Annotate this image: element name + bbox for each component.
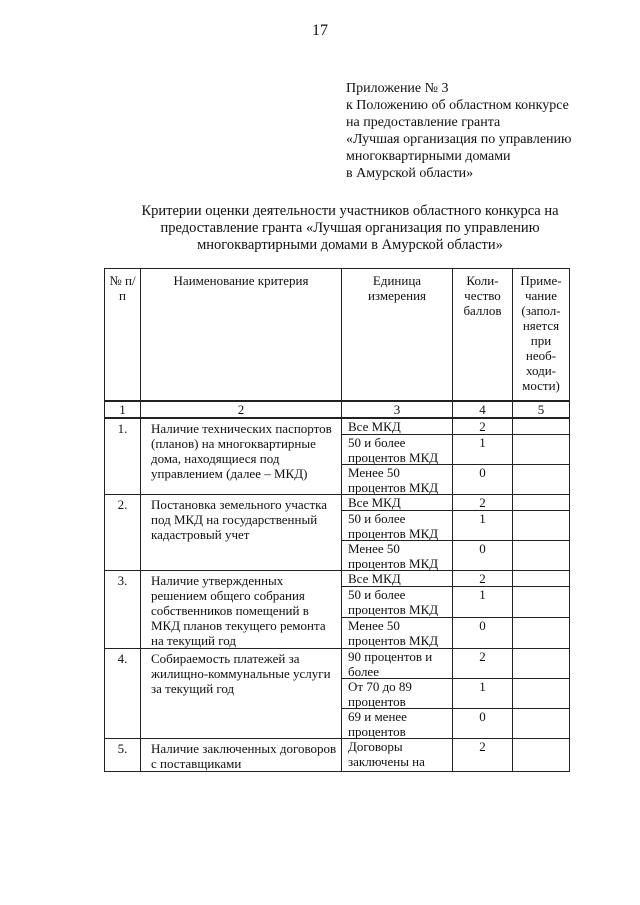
- criterion-number: 2.: [105, 494, 141, 570]
- unit-cell: [342, 434, 453, 464]
- column-number: 5: [513, 401, 570, 418]
- column-number: 2: [141, 401, 342, 418]
- note-cell: [513, 586, 570, 617]
- appendix-line: «Лучшая организация по управлению: [346, 132, 572, 147]
- unit-text: 50 и более процентов МКД: [348, 586, 439, 616]
- unit-text: 50 и более процентов МКД: [348, 510, 439, 540]
- unit-cell: [342, 738, 453, 771]
- appendix-line: на предоставление гранта: [346, 115, 501, 130]
- unit-text: 90 процентов и более: [348, 648, 433, 678]
- document-title: [60, 203, 640, 254]
- unit-text: Все МКД: [348, 494, 401, 510]
- unit-cell: [342, 540, 453, 570]
- score-cell: 1: [453, 510, 513, 540]
- note-cell: [513, 678, 570, 708]
- score-cell: 1: [453, 434, 513, 464]
- score-cell: 1: [453, 586, 513, 617]
- appendix-line: в Амурской области»: [346, 166, 474, 181]
- page-number: 17: [312, 22, 328, 39]
- header-name: Наименование критерия: [141, 269, 342, 401]
- score-cell: 2: [453, 570, 513, 586]
- note-cell: [513, 617, 570, 648]
- unit-text: 50 и более процентов МКД: [348, 434, 439, 464]
- appendix-reference: [346, 80, 636, 182]
- title-line: многоквартирными домами в Амурской области»: [197, 237, 503, 253]
- note-cell: [513, 570, 570, 586]
- criteria-table: [104, 268, 570, 772]
- criterion-name: Наличие утвержденных решением общего собрания собственников помещений в МКД планов текущего ремонта на текущий год: [141, 570, 342, 648]
- criterion-number: 3.: [105, 570, 141, 648]
- column-number-row: [105, 401, 570, 418]
- table-row: [105, 738, 570, 771]
- header-num: № п/п: [105, 269, 141, 401]
- note-cell: [513, 494, 570, 510]
- table-row: [105, 570, 570, 586]
- note-cell: [513, 648, 570, 678]
- unit-text: Менее 50 процентов МКД: [348, 540, 439, 570]
- score-cell: 1: [453, 678, 513, 708]
- score-cell: 0: [453, 540, 513, 570]
- table-row: [105, 648, 570, 678]
- unit-text: От 70 до 89 процентов: [348, 678, 412, 708]
- unit-text: Менее 50 процентов МКД: [348, 464, 439, 494]
- criterion-number: 5.: [105, 738, 141, 771]
- criterion-name: Наличие технических паспортов (планов) на многоквартирные дома, находящиеся под управлением (далее – МКД): [141, 418, 342, 495]
- score-cell: 2: [453, 418, 513, 435]
- unit-cell: [342, 464, 453, 494]
- unit-text: Все МКД: [348, 418, 401, 434]
- note-cell: [513, 510, 570, 540]
- note-cell: [513, 738, 570, 771]
- unit-cell: [342, 648, 453, 678]
- unit-cell: [342, 570, 453, 586]
- note-cell: [513, 434, 570, 464]
- unit-text: Все МКД: [348, 570, 401, 586]
- criterion-name-text: Наличие заключенных договоров с поставщиками: [151, 740, 337, 771]
- unit-cell: [342, 586, 453, 617]
- column-number: 1: [105, 401, 141, 418]
- unit-cell: [342, 708, 453, 738]
- score-cell: 0: [453, 617, 513, 648]
- score-cell: 0: [453, 708, 513, 738]
- criterion-number: 4.: [105, 648, 141, 738]
- note-cell: [513, 540, 570, 570]
- unit-cell: [342, 494, 453, 510]
- title-line: предоставление гранта «Лучшая организация по управлению: [160, 220, 540, 236]
- unit-text: 69 и менее процентов: [348, 708, 407, 738]
- header-note: Приме-чание (запол-няется при необ-ходи-мости): [513, 269, 570, 401]
- unit-cell: [342, 617, 453, 648]
- note-cell: [513, 708, 570, 738]
- appendix-line: к Положению об областном конкурсе: [346, 98, 569, 113]
- score-cell: 2: [453, 738, 513, 771]
- appendix-line: Приложение № 3: [346, 81, 449, 96]
- note-cell: [513, 464, 570, 494]
- title-line: Критерии оценки деятельности участников областного конкурса на: [141, 203, 559, 219]
- unit-cell: [342, 510, 453, 540]
- table-row: [105, 418, 570, 435]
- score-cell: 0: [453, 464, 513, 494]
- criterion-name: Постановка земельного участка под МКД на государственный кадастровый учет: [141, 494, 342, 570]
- header-unit: Единица измерения: [342, 269, 453, 401]
- criterion-name: [141, 738, 342, 771]
- unit-text: Договоры заключены на: [348, 738, 425, 769]
- table-header-row: [105, 269, 570, 401]
- header-score: Коли-чество баллов: [453, 269, 513, 401]
- column-number: 4: [453, 401, 513, 418]
- table-row: [105, 494, 570, 510]
- column-number: 3: [342, 401, 453, 418]
- unit-cell: [342, 418, 453, 435]
- score-cell: 2: [453, 648, 513, 678]
- note-cell: [513, 418, 570, 435]
- criterion-number: 1.: [105, 418, 141, 495]
- score-cell: 2: [453, 494, 513, 510]
- criterion-name: Собираемость платежей за жилищно-коммунальные услуги за текущий год: [141, 648, 342, 738]
- unit-text: Менее 50 процентов МКД: [348, 617, 439, 647]
- unit-cell: [342, 678, 453, 708]
- appendix-line: многоквартирными домами: [346, 149, 511, 164]
